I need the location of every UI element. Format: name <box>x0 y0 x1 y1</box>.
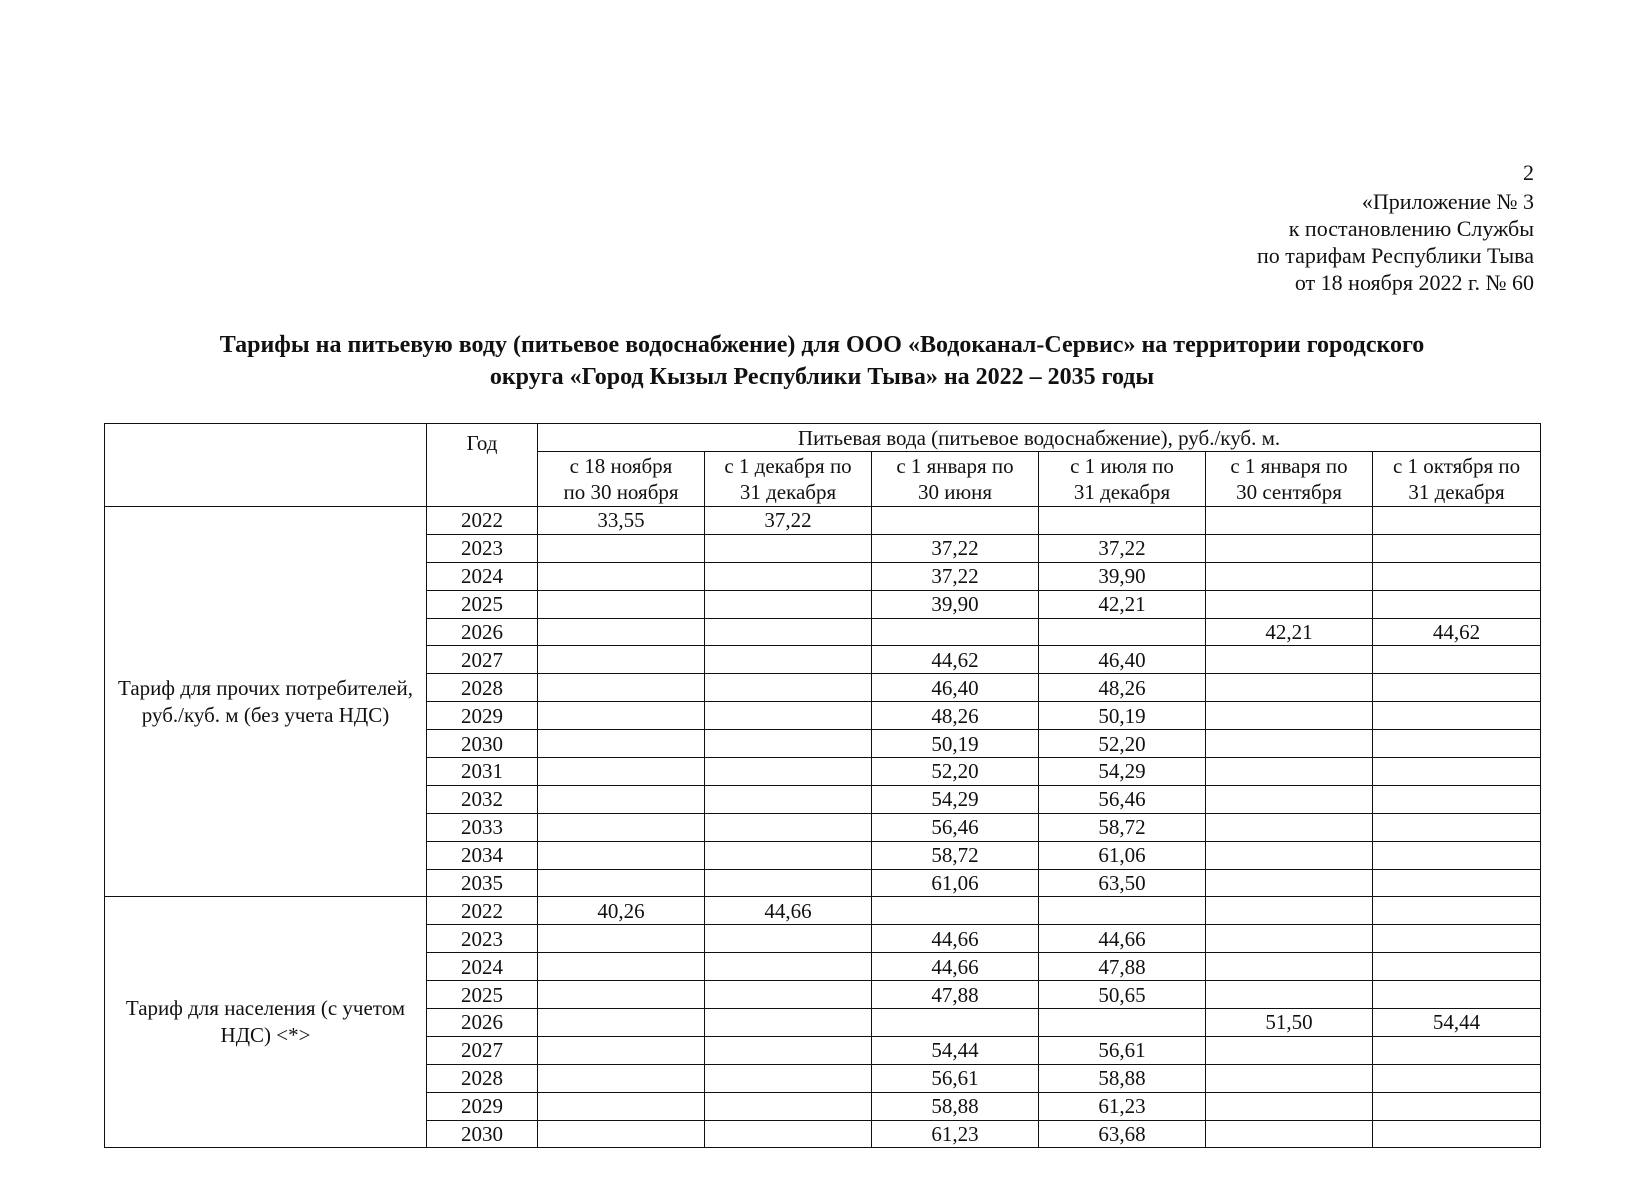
period-header-line: с 18 ноября <box>569 454 673 478</box>
tariff-value-cell <box>1206 785 1373 813</box>
tariff-value-cell <box>538 953 705 981</box>
tariff-value-cell: 61,06 <box>872 869 1039 897</box>
tariff-value-cell: 46,40 <box>1039 646 1206 674</box>
table-row <box>105 507 1541 535</box>
period-header-line: 30 сентября <box>1236 480 1342 504</box>
tariff-value-cell: 37,22 <box>705 507 872 535</box>
appendix-reference <box>1257 188 1534 296</box>
tariff-value-cell: 54,29 <box>1039 758 1206 786</box>
tariff-value-cell: 56,61 <box>1039 1036 1206 1064</box>
document-title <box>104 329 1540 393</box>
tariff-value-cell: 58,88 <box>872 1092 1039 1120</box>
tariff-value-cell <box>1206 1036 1373 1064</box>
tariff-value-cell: 63,50 <box>1039 869 1206 897</box>
tariff-value-cell <box>538 1120 705 1148</box>
tariff-value-cell <box>1373 646 1541 674</box>
tariff-value-cell: 61,23 <box>872 1120 1039 1148</box>
period-header-line: с 1 января по <box>896 454 1014 478</box>
year-cell: 2028 <box>427 1064 538 1092</box>
tariff-value-cell <box>1373 1120 1541 1148</box>
tariff-value-cell <box>538 674 705 702</box>
tariff-value-cell: 50,65 <box>1039 981 1206 1009</box>
period-header-line: с 1 декабря по <box>724 454 852 478</box>
tariff-value-cell <box>705 674 872 702</box>
tariff-value-cell <box>538 1036 705 1064</box>
tariff-value-cell: 44,66 <box>705 897 872 925</box>
tariff-value-cell: 42,21 <box>1206 618 1373 646</box>
year-cell: 2025 <box>427 981 538 1009</box>
tariff-value-cell <box>705 841 872 869</box>
tariff-value-cell <box>1039 1009 1206 1037</box>
tariff-value-cell <box>705 534 872 562</box>
tariff-value-cell <box>1039 897 1206 925</box>
year-cell: 2027 <box>427 1036 538 1064</box>
tariff-value-cell <box>1039 507 1206 535</box>
tariff-value-cell <box>872 1009 1039 1037</box>
tariff-value-cell <box>1373 953 1541 981</box>
period-header-line: 31 декабря <box>1408 480 1505 504</box>
tariff-value-cell <box>1206 534 1373 562</box>
period-header <box>1373 452 1541 507</box>
tariff-value-cell <box>872 897 1039 925</box>
tariff-value-cell: 44,66 <box>872 953 1039 981</box>
tariff-value-cell: 46,40 <box>872 674 1039 702</box>
tariff-value-cell <box>1373 758 1541 786</box>
tariff-value-cell: 52,20 <box>1039 730 1206 758</box>
tariff-value-cell: 58,72 <box>872 841 1039 869</box>
tariff-value-cell: 39,90 <box>872 590 1039 618</box>
year-cell: 2027 <box>427 646 538 674</box>
tariff-value-cell <box>1373 925 1541 953</box>
tariff-value-cell <box>1039 618 1206 646</box>
tariff-value-cell <box>705 758 872 786</box>
tariff-value-cell <box>1206 925 1373 953</box>
tariff-value-cell: 40,26 <box>538 897 705 925</box>
tariff-value-cell <box>872 507 1039 535</box>
tariff-value-cell <box>1373 785 1541 813</box>
year-cell: 2026 <box>427 1009 538 1037</box>
period-header <box>1039 452 1206 507</box>
title-line: округа «Город Кызыл Республики Тыва» на 2022 – 2035 годы <box>489 364 1155 390</box>
tariff-value-cell <box>1373 1064 1541 1092</box>
tariff-value-cell <box>1206 674 1373 702</box>
appendix-line: к постановлению Службы <box>1288 216 1534 241</box>
tariff-value-cell <box>1206 646 1373 674</box>
tariff-value-cell: 42,21 <box>1039 590 1206 618</box>
tariff-value-cell: 33,55 <box>538 507 705 535</box>
tariff-value-cell <box>538 813 705 841</box>
tariff-value-cell <box>1206 590 1373 618</box>
tariff-value-cell <box>705 702 872 730</box>
tariff-value-cell <box>705 953 872 981</box>
tariff-value-cell <box>1373 1092 1541 1120</box>
tariff-value-cell <box>1206 813 1373 841</box>
tariff-value-cell <box>538 646 705 674</box>
tariff-value-cell <box>705 1009 872 1037</box>
tariff-value-cell <box>705 562 872 590</box>
tariff-value-cell <box>1206 841 1373 869</box>
period-header-line: по 30 ноября <box>563 480 679 504</box>
appendix-line: от 18 ноября 2022 г. № 60 <box>1294 270 1534 295</box>
tariff-value-cell: 37,22 <box>872 534 1039 562</box>
period-header <box>538 452 705 507</box>
tariff-value-cell <box>1373 534 1541 562</box>
tariff-value-cell: 50,19 <box>872 730 1039 758</box>
tariff-value-cell: 47,88 <box>872 981 1039 1009</box>
tariff-value-cell <box>1373 730 1541 758</box>
tariff-value-cell: 44,66 <box>1039 925 1206 953</box>
year-cell: 2025 <box>427 590 538 618</box>
tariff-value-cell <box>538 534 705 562</box>
tariff-value-cell <box>538 925 705 953</box>
tariff-value-cell: 56,46 <box>1039 785 1206 813</box>
tariff-value-cell <box>1373 813 1541 841</box>
period-header-line: 31 декабря <box>739 480 837 504</box>
tariff-value-cell <box>538 730 705 758</box>
tariff-value-cell <box>1206 869 1373 897</box>
year-cell: 2034 <box>427 841 538 869</box>
tariff-value-cell: 50,19 <box>1039 702 1206 730</box>
tariff-value-cell: 56,46 <box>872 813 1039 841</box>
year-cell: 2030 <box>427 730 538 758</box>
year-cell: 2023 <box>427 925 538 953</box>
tariff-value-cell <box>1373 1036 1541 1064</box>
tariff-value-cell <box>538 869 705 897</box>
tariff-value-cell <box>538 618 705 646</box>
consumer-group-label: Тариф для прочих потребителей, руб./куб. м (без учета НДС) <box>105 507 427 897</box>
period-header-line: с 1 января по <box>1230 454 1348 478</box>
tariff-value-cell <box>1206 702 1373 730</box>
tariff-value-cell: 37,22 <box>872 562 1039 590</box>
tariff-value-cell: 61,23 <box>1039 1092 1206 1120</box>
tariff-value-cell: 61,06 <box>1039 841 1206 869</box>
year-cell: 2022 <box>427 897 538 925</box>
period-header <box>705 452 872 507</box>
tariff-value-cell <box>705 785 872 813</box>
tariff-value-cell <box>1206 953 1373 981</box>
year-cell: 2029 <box>427 702 538 730</box>
tariff-value-cell: 58,88 <box>1039 1064 1206 1092</box>
tariff-value-cell: 44,62 <box>872 646 1039 674</box>
appendix-line: по тарифам Республики Тыва <box>1257 243 1534 268</box>
year-cell: 2029 <box>427 1092 538 1120</box>
tariff-value-cell <box>538 758 705 786</box>
year-cell: 2023 <box>427 534 538 562</box>
tariff-value-cell <box>872 618 1039 646</box>
year-cell: 2022 <box>427 507 538 535</box>
tariff-value-cell <box>705 869 872 897</box>
tariff-value-cell <box>1206 507 1373 535</box>
tariff-value-cell <box>705 1092 872 1120</box>
tariff-value-cell <box>705 813 872 841</box>
tariff-value-cell: 44,66 <box>872 925 1039 953</box>
tariff-value-cell: 47,88 <box>1039 953 1206 981</box>
year-cell: 2026 <box>427 618 538 646</box>
tariff-value-cell: 44,62 <box>1373 618 1541 646</box>
tariff-value-cell <box>538 702 705 730</box>
tariff-value-cell: 48,26 <box>872 702 1039 730</box>
year-cell: 2030 <box>427 1120 538 1148</box>
tariff-value-cell: 54,29 <box>872 785 1039 813</box>
tariff-value-cell <box>1206 1120 1373 1148</box>
tariff-value-cell <box>1373 841 1541 869</box>
consumer-header-cell <box>105 424 427 507</box>
tariff-value-cell <box>1373 507 1541 535</box>
tariff-value-cell: 54,44 <box>872 1036 1039 1064</box>
tariff-value-cell <box>1206 730 1373 758</box>
tariff-value-cell <box>1206 981 1373 1009</box>
tariff-value-cell <box>538 590 705 618</box>
tariff-value-cell <box>1373 674 1541 702</box>
year-cell: 2024 <box>427 562 538 590</box>
tariff-table <box>104 423 1541 1148</box>
year-cell: 2032 <box>427 785 538 813</box>
period-header <box>1206 452 1373 507</box>
tariff-value-cell <box>1206 1064 1373 1092</box>
tariff-value-cell: 39,90 <box>1039 562 1206 590</box>
tariff-value-cell <box>705 1064 872 1092</box>
tariff-value-cell <box>1206 1092 1373 1120</box>
water-tariff-header: Питьевая вода (питьевое водоснабжение), руб./куб. м. <box>538 424 1541 452</box>
period-header-line: с 1 октября по <box>1392 454 1521 478</box>
consumer-group-label: Тариф для населения (с учетом НДС) <*> <box>105 897 427 1148</box>
year-cell: 2035 <box>427 869 538 897</box>
year-cell: 2031 <box>427 758 538 786</box>
appendix-line: «Приложение № 3 <box>1361 189 1534 214</box>
year-cell: 2024 <box>427 953 538 981</box>
tariff-value-cell <box>538 841 705 869</box>
tariff-value-cell <box>1373 981 1541 1009</box>
tariff-value-cell <box>705 925 872 953</box>
tariff-value-cell <box>1206 758 1373 786</box>
tariff-value-cell: 54,44 <box>1373 1009 1541 1037</box>
tariff-value-cell <box>705 1120 872 1148</box>
tariff-value-cell: 63,68 <box>1039 1120 1206 1148</box>
tariff-value-cell <box>1206 562 1373 590</box>
tariff-value-cell <box>705 981 872 1009</box>
tariff-value-cell <box>538 1092 705 1120</box>
period-header-line: с 1 июля по <box>1070 454 1174 478</box>
tariff-value-cell <box>538 785 705 813</box>
period-header-line: 31 декабря <box>1073 480 1171 504</box>
tariff-value-cell <box>538 1064 705 1092</box>
tariff-value-cell <box>538 981 705 1009</box>
period-header <box>872 452 1039 507</box>
tariff-value-cell: 58,72 <box>1039 813 1206 841</box>
tariff-value-cell: 48,26 <box>1039 674 1206 702</box>
tariff-value-cell: 56,61 <box>872 1064 1039 1092</box>
tariff-value-cell <box>538 562 705 590</box>
tariff-value-cell <box>705 646 872 674</box>
title-line: Тарифы на питьевую воду (питьевое водоснабжение) для ООО «Водоканал-Сервис» на территории городского <box>219 332 1425 358</box>
tariff-value-cell <box>1206 897 1373 925</box>
tariff-value-cell <box>1373 702 1541 730</box>
period-header-line: 30 июня <box>917 480 993 504</box>
tariff-value-cell <box>1373 562 1541 590</box>
year-cell: 2028 <box>427 674 538 702</box>
tariff-value-cell <box>1373 897 1541 925</box>
year-header: Год <box>427 424 538 507</box>
tariff-value-cell <box>705 618 872 646</box>
tariff-value-cell <box>538 1009 705 1037</box>
year-cell: 2033 <box>427 813 538 841</box>
tariff-value-cell: 51,50 <box>1206 1009 1373 1037</box>
tariff-value-cell <box>1373 590 1541 618</box>
tariff-value-cell: 52,20 <box>872 758 1039 786</box>
tariff-value-cell <box>705 590 872 618</box>
tariff-value-cell <box>1373 869 1541 897</box>
tariff-value-cell <box>705 1036 872 1064</box>
page-number: 2 <box>1523 160 1534 185</box>
tariff-value-cell: 37,22 <box>1039 534 1206 562</box>
table-row <box>105 897 1541 925</box>
tariff-value-cell <box>705 730 872 758</box>
